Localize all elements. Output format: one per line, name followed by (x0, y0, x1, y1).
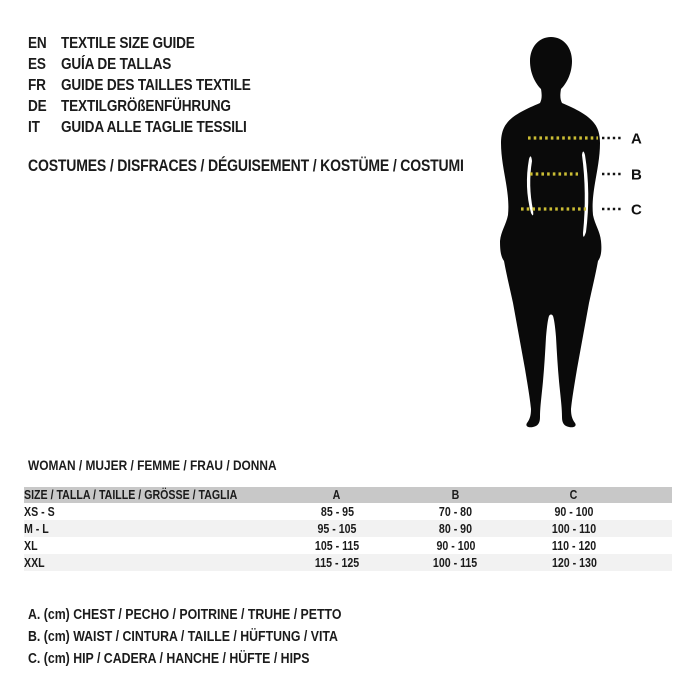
table-title: WOMAN / MUJER / FEMME / FRAU / DONNA (28, 457, 277, 473)
woman-silhouette-figure (488, 25, 663, 435)
filler-cell (634, 520, 672, 537)
chest-range-cell: 95 - 105 (317, 521, 357, 536)
table-row (24, 554, 672, 571)
language-code: EN (28, 35, 47, 52)
language-title: TEXTILE SIZE GUIDE (61, 35, 195, 52)
hip-range-cell: 110 - 120 (551, 538, 597, 553)
size-cell: M - L (24, 521, 49, 536)
table-row (24, 503, 672, 520)
hip-range-cell: 120 - 130 (551, 555, 597, 570)
language-code: DE (28, 98, 47, 115)
waist-range-cell: 100 - 115 (433, 555, 478, 570)
hip-range-cell: 90 - 100 (554, 504, 594, 519)
language-title: TEXTILGRÖßENFÜHRUNG (61, 98, 231, 115)
hip-label: C (631, 201, 642, 219)
filler-cell (634, 537, 672, 554)
chest-label: A (631, 130, 642, 148)
header-filler (634, 487, 672, 503)
measurement-legend (28, 604, 397, 670)
chest-range-cell: 85 - 95 (320, 504, 354, 519)
legend-waist: B. (cm) WAIST / CINTURA / TAILLE / HÜFTUNG / VITA (28, 629, 338, 645)
size-cell: XXL (24, 555, 45, 570)
header-size: SIZE / TALLA / TAILLE / GRÖSSE / TAGLIA (24, 488, 238, 502)
filler-cell (634, 554, 672, 571)
category-title: COSTUMES / DISFRACES / DÉGUISEMENT / KOSTÜME / COSTUMI (28, 157, 464, 175)
language-code: ES (28, 56, 46, 73)
header-b: B (451, 488, 460, 502)
header-c: C (570, 488, 578, 502)
filler-cell (634, 503, 672, 520)
language-code: FR (28, 77, 46, 94)
waist-label: B (631, 166, 642, 184)
legend-hip: C. (cm) HIP / CADERA / HANCHE / HÜFTE / HIPS (28, 651, 310, 667)
chest-range-cell: 115 - 125 (314, 555, 360, 570)
table-row (24, 520, 672, 537)
table-header-row (24, 487, 672, 503)
size-table (24, 487, 672, 571)
waist-range-cell: 90 - 100 (436, 538, 475, 553)
woman-silhouette (488, 25, 663, 435)
language-code: IT (28, 119, 40, 136)
chest-range-cell: 105 - 115 (314, 538, 360, 553)
language-title: GUIDA ALLE TAGLIE TESSILI (61, 119, 247, 136)
language-title: GUIDE DES TAILLES TEXTILE (61, 77, 251, 94)
waist-range-cell: 70 - 80 (438, 504, 473, 519)
silhouette-body (500, 37, 601, 427)
hip-range-cell: 100 - 110 (551, 521, 597, 536)
legend-chest: A. (cm) CHEST / PECHO / POITRINE / TRUHE / PETTO (28, 607, 342, 623)
table-row (24, 537, 672, 554)
size-cell: XL (24, 538, 38, 553)
header-a: A (333, 488, 341, 502)
waist-range-cell: 80 - 90 (438, 521, 473, 536)
size-cell: XS - S (24, 504, 55, 519)
language-title: GUÍA DE TALLAS (61, 56, 172, 73)
